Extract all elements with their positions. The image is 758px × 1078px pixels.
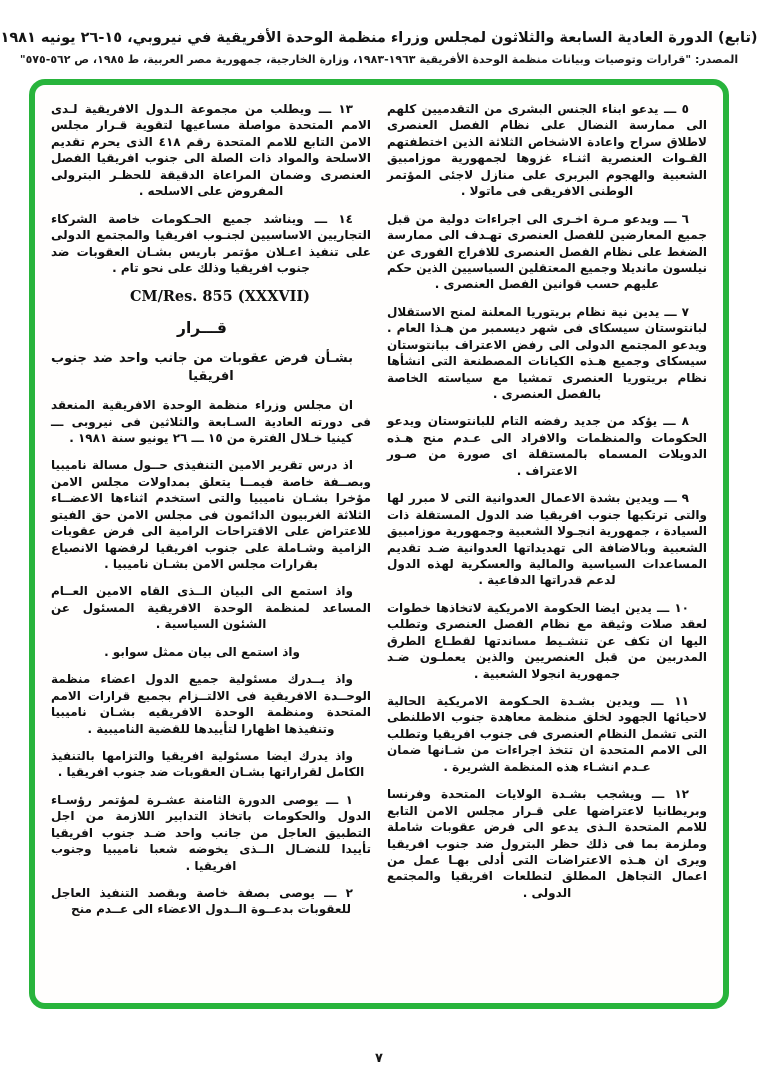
paragraph-8: ٨ ـــ يؤكد من جديد رفضه التام للبانتوستان ويدعو الحكومات والمنظمات والافراد الى عـدم منح هـذه الدويلات المسماه بالمستقلة اى صورة من صـور الاعتراف . — [387, 414, 707, 478]
paragraph-5: ٥ ـــ يدعو ابناء الجنس البشرى من التقدميين كلهم الى ممارسة النضال على نظام الفصل العنصرى لاطلاق سراح واعادة الاشخاص الثلاثة الذين اختطفتهم القـوات العنصرية اثنـاء غزوها لجمهورية موزامبيق الشعبية والهجوم البربرى على منازل لاجئى المؤتمر الوطنى الافريقى فى ماتولا . — [387, 102, 707, 199]
paragraph-7: ٧ ـــ يدين نية نظام بريتوريا المعلنة لمنح الاستقلال لبانتوستان سيسكاى فى شهر ديسمبر من هـذا العام . ويدعو المجتمع الدولى الى رفض الاعتراف ببانتوستان سيسكاى وجميع هـذه الكيانات المصطنعة التى انشأها نظام بريتوريا العنصرى تمشيا مع سياسته الخاصة بالفصل العنصرى . — [387, 304, 707, 401]
column-right — [387, 101, 707, 989]
operative-paragraph-1: ١ ـــ يوصى الدورة الثامنة عشـرة لمؤتمر رؤسـاء الدول والحكومات باتخاذ التدابير اللازمة من اجل التطبيق العاجل من جانب واحد ضـد جنوب افريقيا تأييدا للنضـال الــذى يخوضه شعبا ناميبيا وجنوب افريقيا . — [51, 792, 371, 873]
page-number: ٧ — [375, 1051, 383, 1066]
paragraph-10: ١٠ ـــ يدين ايضا الحكومة الامريكية لاتخاذها خطوات لعقد صلات وثيقة مع نظام الفصل العنصرى وتطلب اليها ان تكف عن تنشـيط مساندتها لقطـاع الطرق المدربين من قبل العنصريين والذين يعملـون ضـد جمهورية انجولا الشعبية . — [387, 600, 707, 681]
two-column-layout — [51, 101, 707, 989]
paragraph-9: ٩ ـــ ويدين بشدة الاعمال العدوانية التى لا مبرر لها والتى ترتكبها جنوب افريقيا ضد الدول المستقلة ذات السيادة ، جمهورية انجـولا الشعبية وجمهورية موزامبيق الشعبية وبالاضافة الى تهديداتها العدوانية ضـد تقديم المساعدات السياسية والمالية والعسكرية لهذه الدول لدعم قدراتها الدفاعية . — [387, 491, 707, 588]
paragraph-12: ١٢ ـــ ويشجب بشـدة الولايات المتحدة وفرنسا وبريطانيا لاعتراضها على قـرار مجلس الامن التابع للامم المتحدة الـذى يدعو الى فرض عقوبات شاملة وملزمة بما فى ذلك حظر البترول ضد جنوب افريقيا ويرى ان هـذه الاعتراضات التى أدلى بهـا عمل من اعمال التجاهل المطلق لتطلعات افريقيا والمجتمع الدولى . — [387, 787, 707, 900]
resolution-code: CM/Res. 855 (XXXVII) — [129, 288, 311, 306]
header-session-line: (تابع) الدورة العادية السابعة والثلاثون لمجلس وزراء منظمة الوحدة الأفريقية في نيروبي، ١٥-٢٦ يونيه ١٩٨١ — [0, 30, 758, 46]
preamble-responsibility-states: واذ يــدرك مسئولية جميع الدول اعضاء منظمة الوحــدة الافريقية فى الالتــزام بجميع قرارات الامم المتحدة ومنظمة الوحدة الافريقيه بشـان ناميبيا وتنفيذها اظهارا لتأييدها للقضية الناميبية . — [51, 672, 371, 736]
content-green-border — [29, 79, 729, 1009]
operative-paragraph-2: ٢ ـــ يوصى بصفة خاصة وبقصد التنفيذ العاجل للعقوبات بدعــوة الــدول الاعضاء الى عــدم منح — [51, 886, 353, 917]
page-header — [0, 0, 758, 66]
resolution-title: قـــرار — [177, 319, 227, 338]
preamble-responsibility-africa: واذ يدرك ايضا مسئولية افريقيا والتزامها بالتنفيذ الكامل لقراراتها بشـان العقوبات ضد جنوب افريقيا . — [51, 748, 365, 780]
resolution-subtitle: بشـأن فرض عقوبات من جانب واحد ضد جنوب افريقيا — [51, 351, 353, 385]
header-source-line: المصدر: "قرارات وتوصيات وبيانات منظمة الوحدة الأفريقية ١٩٦٣-١٩٨٣، وزارة الخارجية، جمهورية مصر العربية، ط ١٩٨٥، ص ٥٦٢-٥٧٥" — [19, 53, 739, 66]
preamble-report: اذ درس تقرير الامين التنفيذى حــول مسالة ناميبيا وبصــفة خاصة فيمــا يتعلق بمداولات مجلس الامن مؤخرا بشـان ناميبيا والتى استخدم اثناءها الاعضــاء الثلاثة الغربيون الدائمون فى مجلس الامن حق الفيتو للاعتراض على الاقتراحات الرامية الى فرض عقوبات الزامية وشـاملة على جنوب افريقيا لرفضها الانصياع بقرارات مجلس الامن بشـان ناميبيا . — [51, 458, 371, 571]
column-left — [51, 101, 371, 989]
paragraph-14: ١٤ ـــ ويناشد جميع الحـكومات خاصة الشركاء التجاريين الاساسيين لجنـوب افريقيا والمجتمع الدولى على تنفيذ اعـلان مؤتمر باريس بشـان العقوبات ضد جنوب افريقيا وذلك على نحو تام . — [51, 211, 371, 275]
preamble-council: ان مجلس وزراء منظمة الوحدة الافريقية المنعقد فى دورته العادية السـابعة والثلاثين فى نيروبى ـــ كينيا خـلال الفترة من ١٥ ـــ ٢٦ يونيو سنة ١٩٨١ . — [51, 398, 371, 445]
paragraph-6: ٦ ـــ ويدعو مـرة اخـرى الى اجراءات دولية من قبل جميع المعارضين للفصل العنصرى تهـدف الى ممارسة الضغط على نظام الفصل العنصرى للافراج الفورى عن نيلسون مانديلا وجميع المعتقلين السياسيين الذين حكم عليهم حسب قوانين الفصل العنصرى . — [387, 211, 707, 292]
paragraph-11: ١١ ـــ ويدين بشـدة الحـكومة الامريكية الحالية لاحيائها الجهود لخلق منظمة معاهدة جنوب الاطلنطى التى تشمل النظام العنصرى فى جنوب افريقيا وتطلب الى الامم المتحدة ان تتخذ اجراءات من شـانها ضمان عـدم انشـاء هذه المنظمة الشريرة . — [387, 694, 707, 774]
paragraph-13: ١٣ ـــ ويطلب من مجموعة الـدول الافريقية لـدى الامم المتحدة مواصلة مساعيها لتقوية قـرار مجلس الامن التابع للامم المتحدة رقم ٤١٨ الذى يحرم تقديم الاسلحة والمواد ذات الصلة الى جنوب افريقيا الفصل العنصرى وضمان المراعاة الدقيقة للحظـر البترولى المفروض على الاسلحه . — [51, 102, 371, 199]
preamble-statement-sg: واذ استمع الى البيان الــذى القاه الامين العــام المساعد لمنظمة الوحدة الافريقية المسئول عن الشئون السياسية . — [51, 584, 371, 632]
preamble-statement-swapo: واذ استمع الى بيان ممثل سوابو . — [104, 644, 300, 659]
